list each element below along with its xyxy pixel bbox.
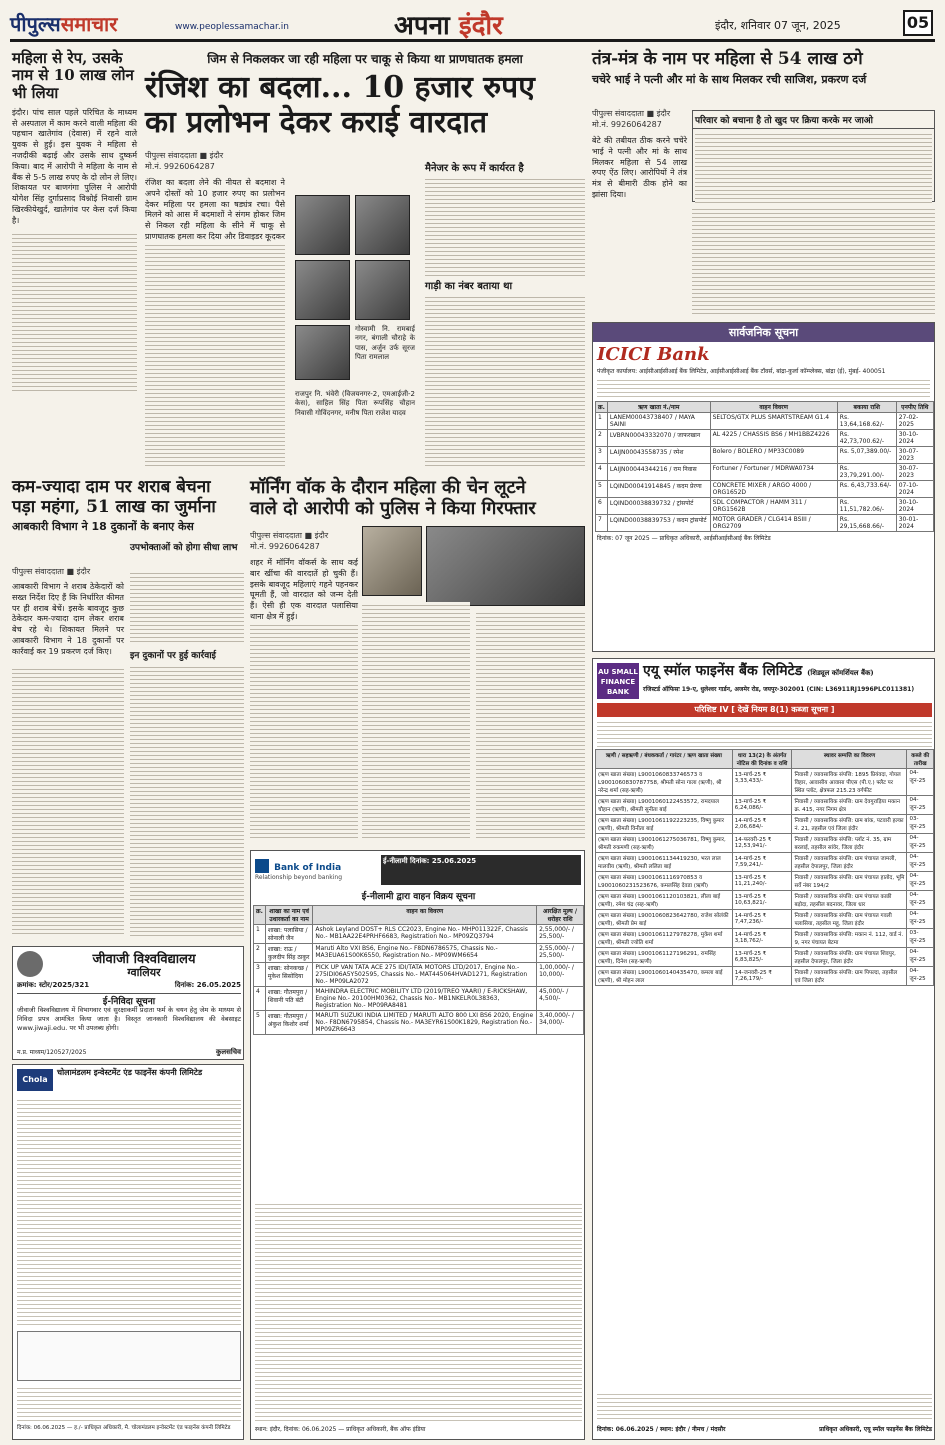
university-emblem: [17, 951, 43, 977]
au-table-cell: 04-जून-25: [907, 853, 934, 872]
story-chain-byline: [250, 530, 360, 554]
accused-photo-3: [295, 260, 350, 320]
story-chain-col2: [362, 602, 470, 840]
icici-table-row: [596, 413, 934, 430]
story-revenge: [145, 50, 585, 470]
story-loan-headline: महिला से रेप, उसके नाम से 10 लाख लोन भी लिया: [12, 49, 134, 102]
au-table-cell: (ऋण खाता संख्या) L9001061127196291, रामसिंह (ऋणी), दिनेश (सह-ऋणी): [596, 948, 733, 967]
boi-table-cell: शाखा: राऊ / कुलदीप सिंह ठाकुर: [265, 944, 312, 963]
icici-column-header: वाहन विवरण: [710, 402, 837, 413]
icici-table-cell: 30-10-2024: [896, 430, 933, 447]
story-loan-body: इंदौर। पांच साल पहले परिचित के माध्यम से अस्पताल में काम करने वाली महिला की पहचान खातेगांव (देवास) में रहने वाले युवक से हुई। इस युवक ने महिला से नजदीकी बढ़ाई और उसके साथ दुष्कर्म किया। बाद में आरोपी ने महिला के नाम से बैंक से 5-5 लाख रुपए के दो लोन ले लिए। शिकायत पर बाणगंगा पुलिस ने आरोपी योगेश सिंह दुर्गाप्रसाद विश्नोई निवासी ग्राम खिरकीयेखुर्द, खातेगांव पर केस दर्ज किया है।: [12, 107, 137, 225]
au-title-suffix: (शिड्यूल कॉमर्शियल बैंक): [807, 668, 874, 677]
story-tantra-box-text: [695, 131, 932, 203]
notice-au: [592, 658, 935, 1440]
au-footer-place: दिनांक: 06.06.2025 / स्थान: इंदौर / नीमच / मंदसौर: [597, 1426, 726, 1433]
story-liquor-headline-1: कम-ज्यादा दाम पर शराब बेचना: [12, 477, 211, 497]
boi-auction-box: [381, 855, 581, 885]
au-column-header: धारा 13(2) के अंतर्गत नोटिस की दिनांक व राशि: [732, 750, 792, 769]
au-table-cell: 13-मार्च-25 ₹ 6,24,086/-: [732, 796, 792, 815]
masthead: [10, 6, 935, 42]
notice-jiwaji: [12, 946, 244, 1060]
story-loan: [12, 50, 137, 470]
story-liquor-byline: पीपुल्स संवाददाता ■ इंदौर: [12, 567, 91, 576]
notice-icici-branch: पंजीकृत कार्यालय: आईसीआईसीआई बैंक लिमिटेड, आईसीआईसीआई बैंक टॉवर्स, बांद्रा-कुर्ला कॉम्प्लेक्स, बांद्रा (ई), मुंबई- 400051: [597, 368, 886, 375]
boi-column-header: आरक्षित मूल्य / धरोहर राशि: [537, 906, 584, 925]
photo-caption: गोस्वामी नि. रामबाई नगर, बंगाली चौराहे के पास, अर्जुन उर्फ सूरज पिता रामलाल: [355, 325, 415, 362]
byline-mobile: मो.नं. 9926064287: [592, 120, 662, 129]
boi-table-cell: 1: [254, 925, 266, 944]
story-liquor-box1-text: [130, 570, 244, 645]
chola-company: चोलामंडलम इन्वेस्टमेंट एंड फाइनेंस कंपनी लिमिटेड: [57, 1068, 203, 1077]
notice-icici-header: सार्वजनिक सूचना: [593, 323, 934, 342]
au-table-cell: (ऋण खाता संख्या) L9001060122453572, रामदयाल चौहान (ऋणी), श्रीमती सुनीता बाई: [596, 796, 733, 815]
icici-table-cell: 2: [596, 430, 608, 447]
au-table-cell: निवासी / व्यावसायिक संपत्ति: प्लॉट नं. 35, ग्राम बरलाई, तहसील सांवेर, जिला इंदौर: [792, 834, 907, 853]
boi-table-cell: 4: [254, 987, 266, 1011]
au-table-cell: 03-जून-25: [907, 929, 934, 948]
page-number: 05: [903, 10, 933, 36]
story-tantra-body: बेटे की तबीयत ठीक करने चचेरे भाई ने पत्नी और मां के साथ मिलकर महिला से 54 लाख रुपए ऐंठ लिए। आरोपियों ने तंत्र मंत्र से बीमारी ठीक होने का झांसा दिया।: [592, 136, 687, 199]
notice-bank-of-india: [250, 850, 585, 1440]
icici-table-cell: Rs. 23,79,291.00/-: [837, 464, 896, 481]
boi-table-row: [254, 1011, 584, 1035]
story-liquor-box2-title: इन दुकानों पर हुई कार्रवाई: [130, 651, 216, 661]
au-table-cell: निवासी / व्यावसायिक संपत्ति: ग्राम देवगुराड़िया मकान क्र. 415, नगर निगम क्षेत्र: [792, 796, 907, 815]
byline-name: पीपुल्स संवाददाता ■ इंदौर: [250, 531, 329, 540]
jiwaji-heading: ई-निविदा सूचना: [17, 993, 241, 1005]
boi-name: Bank of India: [274, 863, 342, 873]
boi-table-row: [254, 944, 584, 963]
au-table-cell: 03-जून-25: [907, 815, 934, 834]
icici-table-cell: 30-01-2024: [896, 515, 933, 532]
boi-title: ई-नीलामी द्वारा वाहन विक्रय सूचना: [361, 892, 476, 902]
au-table-cell: (ऋण खाता संख्या) L9001061120103821, लीला बाई (ऋणी), रमेश चंद्र (सह-ऋणी): [596, 891, 733, 910]
story-revenge-text-continued: [145, 242, 285, 467]
boi-table-cell: शाखा: पलासिया / सोनाली जैन: [265, 925, 312, 944]
story-liquor-headline-2: पड़ा महंगा, 51 लाख का जुर्माना: [12, 496, 216, 517]
story-chain-body: शहर में मॉर्निंग वॉकर्स के साथ कई बार खींचा की वारदातें हो चुकी हैं। इसके बावजूद महिलाएं गहने पहनकर घूमती हैं, जो वारदात को जन्म देती हैं। ऐसी ही एक वारदात पलासिया थाना क्षेत्र में हुई।: [250, 558, 358, 621]
story-chain-col3: [476, 610, 585, 840]
au-table-row: [596, 967, 934, 986]
au-table-row: [596, 834, 934, 853]
section-part2: इंदौर: [458, 11, 503, 41]
au-table-cell: 04-जून-25: [907, 948, 934, 967]
boi-table-wrap: [253, 905, 584, 1195]
boi-column-header: वाहन का विवरण: [313, 906, 537, 925]
au-table-cell: 13-मार्च-25 ₹ 10,63,821/-: [732, 891, 792, 910]
au-table-row: [596, 815, 934, 834]
boi-table-cell: PICK UP VAN TATA ACE 275 IDI/TATA MOTORS LTD/2017, Engine No.- 275IDI06A5Y502595, Chassis No.- MAT445064HVAD1271, Registration No.- MP09LA2072: [313, 963, 537, 987]
au-table-cell: 04-जून-25: [907, 910, 934, 929]
story-tantra: [592, 50, 935, 320]
boi-table-cell: 2: [254, 944, 266, 963]
boi-table-cell: शाखा: गौतमपुरा / शिवानी पति बंटी: [265, 987, 312, 1011]
au-table-cell: निवासी / व्यावसायिक संपत्ति: ग्राम पंचायत जामली, तहसील देपालपुर, जिला इंदौर: [792, 853, 907, 872]
masthead-site: www.peoplessamachar.in: [175, 22, 289, 32]
chola-table: [17, 1331, 241, 1381]
icici-table-cell: 30-07-2023: [896, 464, 933, 481]
boi-table-row: [254, 987, 584, 1011]
boi-terms: [255, 1201, 582, 1421]
au-table-row: [596, 891, 934, 910]
icici-table-cell: 07-10-2024: [896, 481, 933, 498]
boi-table-cell: 3,40,000/- / 34,000/-: [537, 1011, 584, 1035]
boi-column-header: शाखा का नाम एवं उधारकर्ता का नाम: [265, 906, 312, 925]
story-revenge-column-3: [425, 176, 585, 276]
icici-table-cell: Fortuner / Fortuner / MDRWA0734: [710, 464, 837, 481]
story-loan-text-continued: [12, 231, 137, 391]
byline-name: पीपुल्स संवाददाता ■ इंदौर: [145, 151, 224, 160]
story-liquor-box1-title: उपभोक्ताओं को होगा सीधा लाभ: [130, 543, 238, 553]
au-table-cell: (ऋण खाता संख्या) L9001061116970853 व L9001060231523676, कमलसिंह देवडा (ऋणी): [596, 872, 733, 891]
au-table: [595, 749, 934, 986]
story-tantra-box-title: परिवार को बचाना है तो खुद पर क्रिया करके मर जाओ: [693, 111, 934, 129]
section-title: [394, 6, 544, 40]
icici-table-cell: LQIND00038839753 / कदम ट्रांसपोर्ट: [607, 515, 710, 532]
icici-table-cell: SDL COMPACTOR / HAMM 311 / ORG1562B: [710, 498, 837, 515]
notice-icici-intro: [597, 377, 930, 399]
au-table-cell: 04-जून-25: [907, 834, 934, 853]
story-chain: [250, 478, 585, 843]
story-chain-headline-1: मॉर्निंग वॉक के दौरान महिला की चेन लूटने: [250, 477, 526, 498]
notice-icici: [592, 322, 935, 652]
jiwaji-signature: कुलसचिव: [215, 1048, 241, 1056]
subhead-car: गाड़ी का नंबर बताया था: [425, 281, 513, 292]
au-table-cell: (ऋण खाता संख्या) L9001060140435470, कमला बाई (ऋणी), श्री मोहन लाल: [596, 967, 733, 986]
icici-table-cell: LAIJN00043558735 / रमेश: [607, 447, 710, 464]
au-footnote: [597, 1391, 932, 1421]
accused-photo-4: [355, 260, 410, 320]
au-table-cell: (ऋण खाता संख्या) L9001060833746573 व L9001060830787758, श्रीमती सोना गाला (ऋणी), श्री नरेन्द्र शर्मा (सह-ऋणी): [596, 769, 733, 796]
icici-table-cell: LQIND00041914845 / कदम प्रेरणा: [607, 481, 710, 498]
story-revenge-byline: [145, 150, 285, 174]
icici-table-cell: 30-07-2023: [896, 447, 933, 464]
icici-table-cell: 27-02-2025: [896, 413, 933, 430]
boi-table-row: [254, 963, 584, 987]
icici-table-cell: 6: [596, 498, 608, 515]
au-table-cell: 14-मार्च-25 ₹ 7,59,241/-: [732, 853, 792, 872]
icici-table-cell: Rs. 42,73,700.62/-: [837, 430, 896, 447]
boi-table-row: [254, 925, 584, 944]
au-table-cell: (ऋण खाता संख्या) L9001061134419230, भरत लाल मालवीय (ऋणी), श्रीमती ललिता बाई: [596, 853, 733, 872]
jiwaji-body: जीवाजी विश्वविद्यालय में विभागवार एवं सुरक्षाकर्मी प्रदाता फर्म के चयन हेतु जेम के माध्यम से निविदा प्रपत्र आमंत्रित किया जाता है। विस्तृत जानकारी विश्वविद्यालय की वेबसाइट www.jiwaji.edu. पर भी उपलब्ध होगी।: [17, 1006, 241, 1032]
icici-table-row: [596, 464, 934, 481]
icici-table-cell: SELTOS/GTX PLUS SMARTSTREAM G1.4: [710, 413, 837, 430]
jiwaji-subtitle: ग्वालियर: [127, 966, 161, 979]
au-table-cell: (ऋण खाता संख्या) L9001060823642780, राजेश सोलंकी (ऋणी), श्रीमती प्रेम बाई: [596, 910, 733, 929]
au-intro: [597, 719, 932, 747]
icici-table-cell: LAIJN00044344216 / राम निवास: [607, 464, 710, 481]
boi-table-cell: 1,00,000/- / 10,000/-: [537, 963, 584, 987]
au-table-cell: 14-जनवरी-25 ₹ 7,26,179/-: [732, 967, 792, 986]
story-tantra-byline: [592, 108, 687, 132]
story-revenge-headline-2: का प्रलोभन देकर कराई वारदात: [145, 104, 488, 140]
au-footer-sign: प्राधिकृत अधिकारी, एयू स्मॉल फाइनेंस बैंक लिमिटेड: [819, 1426, 932, 1433]
au-table-cell: (ऋण खाता संख्या) L9001061127978278, मुकेश शर्मा (ऋणी), श्रीमती ज्योति शर्मा: [596, 929, 733, 948]
boi-table: [253, 905, 584, 1035]
au-table-cell: 04-जून-25: [907, 796, 934, 815]
icici-table-cell: LANEM00043738407 / MAYA SAINI: [607, 413, 710, 430]
arrested-accused-photo: [426, 526, 585, 606]
au-logo: AU SMALL FINANCE BANK: [597, 663, 639, 699]
au-column-header: ऋणी / सहऋणी / बंधककर्ता / गारंटर / ऋण खाता संख्या: [596, 750, 733, 769]
au-table-row: [596, 872, 934, 891]
icici-table-cell: AL 4225 / CHASSIS BS6 / MH1BBZ4226: [710, 430, 837, 447]
story-liquor-box2-text: [130, 664, 244, 936]
icici-table-row: [596, 447, 934, 464]
boi-logo: [255, 855, 375, 885]
accused-photo-2: [355, 195, 410, 255]
icici-table-cell: 7: [596, 515, 608, 532]
story-revenge-kicker: जिम से निकलकर जा रही महिला पर चाकू से किया था प्राणघातक हमला: [207, 52, 523, 66]
icici-table-row: [596, 481, 934, 498]
icici-table-cell: 3: [596, 447, 608, 464]
boi-table-cell: 2,55,000/- / 25,500/-: [537, 925, 584, 944]
au-table-cell: 13-मार्च-25 ₹ 11,21,240/-: [732, 872, 792, 891]
au-table-row: [596, 929, 934, 948]
story-liquor-subhead: आबकारी विभाग ने 18 दुकानों के बनाए केस: [12, 520, 194, 534]
au-table-cell: 04-जून-25: [907, 891, 934, 910]
au-table-cell: निवासी / व्यावसायिक संपत्ति: ग्राम पंचायत शिवपुर, तहसील देपालपुर, जिला इंदौर: [792, 948, 907, 967]
story-chain-col1: [250, 622, 358, 840]
au-title: [643, 663, 932, 683]
au-table-row: [596, 910, 934, 929]
au-table-cell: 13-मार्च-25 ₹ 6,83,825/-: [732, 948, 792, 967]
au-table-cell: 14-फरवरी-25 ₹ 12,53,941/-: [732, 834, 792, 853]
icici-table-cell: Rs. 13,64,168.62/-: [837, 413, 896, 430]
jiwaji-title: जीवाजी विश्वविद्यालय: [92, 952, 196, 967]
story-liquor-text-continued: [12, 666, 124, 936]
boi-auction-date: ई-नीलामी दिनांक: 25.06.2025: [383, 857, 477, 865]
notice-icici-footer: दिनांक: 07 जून 2025 — प्राधिकृत अधिकारी, आईसीआईसीआई बैंक लिमिटेड: [597, 535, 771, 542]
subhead-manager: मैनेजर के रूप में कार्यरत है: [425, 163, 524, 174]
story-tantra-box: [692, 110, 935, 202]
au-table-row: [596, 853, 934, 872]
au-table-cell: 13-मार्च-25 ₹ 3,33,433/-: [732, 769, 792, 796]
notice-icici-table: [595, 401, 934, 532]
masthead-logo: [10, 10, 170, 38]
au-table-cell: निवासी / व्यावसायिक संपत्ति: ग्राम पंचायत हातोद, भूमि सर्वे नंबर 194/2: [792, 872, 907, 891]
boi-table-cell: शाखा: सोनकच्छ / मुकेश सिसोदिया: [265, 963, 312, 987]
au-table-cell: 14-मार्च-25 ₹ 2,06,684/-: [732, 815, 792, 834]
story-revenge-column-4: [425, 294, 585, 467]
boi-table-cell: 3: [254, 963, 266, 987]
boi-table-cell: 2,55,000/- / 25,500/-: [537, 944, 584, 963]
au-table-cell: 04-जून-25: [907, 872, 934, 891]
boi-star-icon: [255, 859, 269, 873]
accused-photo-5: [295, 325, 350, 380]
icici-column-header: बकाया राशि: [837, 402, 896, 413]
byline-mobile: मो.नं. 9926064287: [145, 162, 215, 171]
au-table-row: [596, 948, 934, 967]
au-table-cell: निवासी / व्यावसायिक संपत्ति: ग्राम पंचायत काछी बड़ोदा, तहसील बदनावर, जिला धार: [792, 891, 907, 910]
icici-table-cell: Rs. 29,15,668.66/-: [837, 515, 896, 532]
notice-chola: [12, 1064, 244, 1440]
au-table-cell: 04-जून-25: [907, 967, 934, 986]
au-table-row: [596, 769, 934, 796]
logo-part1: पीपुल्स: [10, 12, 61, 36]
au-table-cell: 14-मार्च-25 ₹ 3,18,762/-: [732, 929, 792, 948]
au-table-wrap: [595, 749, 934, 1389]
au-table-cell: निवासी / व्यावसायिक संपत्ति: ग्राम पंचायत गवली पलासिया, तहसील महू, जिला इंदौर: [792, 910, 907, 929]
icici-table-cell: Bolero / BOLERO / MP33C0089: [710, 447, 837, 464]
icici-table-cell: Rs. 6,43,733.64/-: [837, 481, 896, 498]
story-tantra-subhead: चचेरे भाई ने पत्नी और मां के साथ मिलकर रची साजिश, प्रकरण दर्ज: [592, 72, 867, 86]
story-tantra-headline: तंत्र-मंत्र के नाम पर महिला से 54 लाख ठगे: [592, 49, 863, 69]
au-table-cell: निवासी / व्यावसायिक संपत्ति: मकान नं. 112, वार्ड नं. 9, नगर पंचायत बेटमा: [792, 929, 907, 948]
icici-table-row: [596, 515, 934, 532]
icici-table-cell: CONCRETE MIXER / ARGO 4000 / ORG1652D: [710, 481, 837, 498]
section-part1: अपना: [394, 11, 459, 41]
icici-table-cell: 30-10-2024: [896, 498, 933, 515]
au-table-cell: 14-मार्च-25 ₹ 7,47,236/-: [732, 910, 792, 929]
au-title-main: एयू स्मॉल फाइनेंस बैंक लिमिटेड: [643, 663, 803, 679]
boi-footer: स्थान: इंदौर, दिनांक: 06.06.2025 — प्राधिकृत अधिकारी, बैंक ऑफ इंडिया: [255, 1426, 426, 1433]
boi-table-cell: MARUTI SUZUKI INDIA LIMITED / MARUTI ALTO 800 LXI BS6 2020, Engine No.- F8DN6795854, Chassis No.- MA3EYR61S00K1829, Registration No.- MP09ZR6643: [313, 1011, 537, 1035]
icici-table-cell: 1: [596, 413, 608, 430]
icici-table-row: [596, 498, 934, 515]
boi-tagline: Relationship beyond banking: [255, 874, 343, 881]
chola-logo: Chola: [17, 1069, 53, 1091]
icici-table-row: [596, 430, 934, 447]
story-revenge-headline-1: रंजिश का बदला... 10 हजार रुपए: [145, 70, 535, 105]
boi-table-cell: Ashok Leyland DOST+ RLS CC2023, Engine No.- MHP011322F, Chassis No.- MB1AA22E4PRHF6683, Registration No.- MP09ZQ3794: [313, 925, 537, 944]
chola-footer: दिनांक: 06.06.2025 — ह./- प्राधिकृत अधिकारी, मै. चोलामंडलम इन्वेस्टमेंट एंड फाइनेंस कंपनी लिमिटेड: [17, 1425, 231, 1431]
story-liquor-body: आबकारी विभाग ने शराब ठेकेदारों को सख्त निर्देश दिए हैं कि निर्धारित कीमत पर ही शराब बेचें। इसके बावजूद कुछ ठेकेदार कम-ज्यादा दाम लेकर शराब बेच रहे थे। शिकायत मिलने पर आबकारी विभाग ने 18 दुकानों पर कार्रवाई कर 19 प्रकरण दर्ज किए।: [12, 582, 124, 656]
story-revenge-body: रंजिश का बदला लेने की नीयत से बदमाश ने अपने दोस्तों को 10 हजार रुपए का प्रलोभन देकर महिला पर हमला का षड्यंत्र रचा। पैसे मिलने को आस में बदमाशों ने संगम होकर जिम से निकल रही महिला के सीने में चाकू से प्राणघातक हमला कर दिया और डिवाइडर कूदकर: [145, 178, 285, 241]
dateline: इंदौर, शनिवार 07 जून, 2025: [715, 19, 841, 32]
boi-table-cell: MAHINDRA ELECTRIC MOBILITY LTD (2019/TREO YAARI) / E-RICKSHAW, Engine No.- 20100HM0362, Chassis No.- MB1NKELR0L38363, Registration No.- MP09RA8481: [313, 987, 537, 1011]
jiwaji-ref: क्रमांक: स्टोर/2025/321: [17, 981, 90, 989]
icici-column-header: क्र.: [596, 402, 608, 413]
chola-footnote: [17, 1385, 241, 1421]
story-liquor: [12, 478, 244, 940]
icici-table-cell: 4: [596, 464, 608, 481]
story-chain-headline-2: वाले दो आरोपी को पुलिस ने किया गिरफ्तार: [250, 497, 536, 519]
au-table-cell: निवासी / व्यावसायिक संपत्ति: ग्राम बांक, पटवारी हल्का नं. 21, तहसील एवं जिला इंदौर: [792, 815, 907, 834]
au-address: रजिस्टर्ड ऑफिसः 19-ए, धुलेश्वर गार्डन, अजमेर रोड, जयपुर-302001 (CIN: L36911RJ1996PLC011381): [643, 686, 915, 693]
icici-table-cell: Rs. 5,07,389.00/-: [837, 447, 896, 464]
au-table-cell: निवासी / व्यावसायिक संपत्ति: ग्राम पिपल्दा, तहसील एवं जिला इंदौर: [792, 967, 907, 986]
icici-table-cell: 5: [596, 481, 608, 498]
boi-table-cell: 45,000/- / 4,500/-: [537, 987, 584, 1011]
au-table-cell: 04-जून-25: [907, 769, 934, 796]
photo-caption-2: राजपुर नि. भंवेरी (विजयनगर-2, एमआईजी-2 केस), साहिल सिंह पिता रूपसिंह चौहान निवासी गोविंदनगर, मनीष पिता राजेश यादव: [295, 390, 415, 417]
icici-table-cell: LQIND00038839732 / ट्रांसपोर्ट: [607, 498, 710, 515]
police-officer-photo: [362, 526, 422, 596]
au-table-cell: (ऋण खाता संख्या) L9001061275036781, विष्णु कुमार, श्रीमती रुकमणी (सह-ऋणी): [596, 834, 733, 853]
au-appendix: परिशिष्ट IV [ देखें नियम 8(1) कब्जा सूचना ]: [597, 703, 932, 717]
au-column-header: कब्जे की तारीख: [907, 750, 934, 769]
logo-part2: समाचार: [60, 12, 118, 36]
boi-column-header: क्र.: [254, 906, 266, 925]
chola-notice-text: [17, 1097, 241, 1327]
story-tantra-text-continued: [692, 206, 935, 316]
boi-table-cell: शाखा: गौतमपुरा / अंकुश किशोर शर्मा: [265, 1011, 312, 1035]
byline-mobile: मो.नं. 9926064287: [250, 542, 320, 551]
boi-table-cell: 5: [254, 1011, 266, 1035]
icici-column-header: एनपीए तिथि: [896, 402, 933, 413]
icici-column-header: ऋण खाता नं./नाम: [607, 402, 710, 413]
au-table-row: [596, 796, 934, 815]
jiwaji-date: दिनांक: 26.05.2025: [174, 981, 241, 989]
accused-photo-1: [295, 195, 350, 255]
jiwaji-ref2: म.प्र. माध्यम/120527/2025: [17, 1049, 87, 1056]
au-table-cell: (ऋण खाता संख्या) L9001061192223235, विष्णु कुमार (ऋणी), श्रीमती विनीता बाई: [596, 815, 733, 834]
au-column-header: स्थावर सम्पत्ति का विवरण: [792, 750, 907, 769]
icici-logo: ICICI Bank: [597, 344, 710, 365]
icici-table-cell: LVBRN00043332070 / जाफरखान: [607, 430, 710, 447]
icici-table-cell: MOTOR GRADER / CLG414 BSIII / ORG2709: [710, 515, 837, 532]
au-table-cell: निवासी / व्यावसायिक संपत्ति: 1895 प्रियंवदा, गोयल विहार, आवासीय आवासा पीएस (पी.ए.) फ्लैट पर स्थित प्लॉट, क्षेत्रफल 215.23 वर्गफीट: [792, 769, 907, 796]
icici-table-cell: Rs. 11,51,782.06/-: [837, 498, 896, 515]
byline-name: पीपुल्स संवाददाता ■ इंदौर: [592, 109, 671, 118]
boi-table-cell: Maruti Alto VXI BS6, Engine No.- F8DN6786575, Chassis No.- MA3EUA61S00K6550, Registration No.- MP09WM6654: [313, 944, 537, 963]
